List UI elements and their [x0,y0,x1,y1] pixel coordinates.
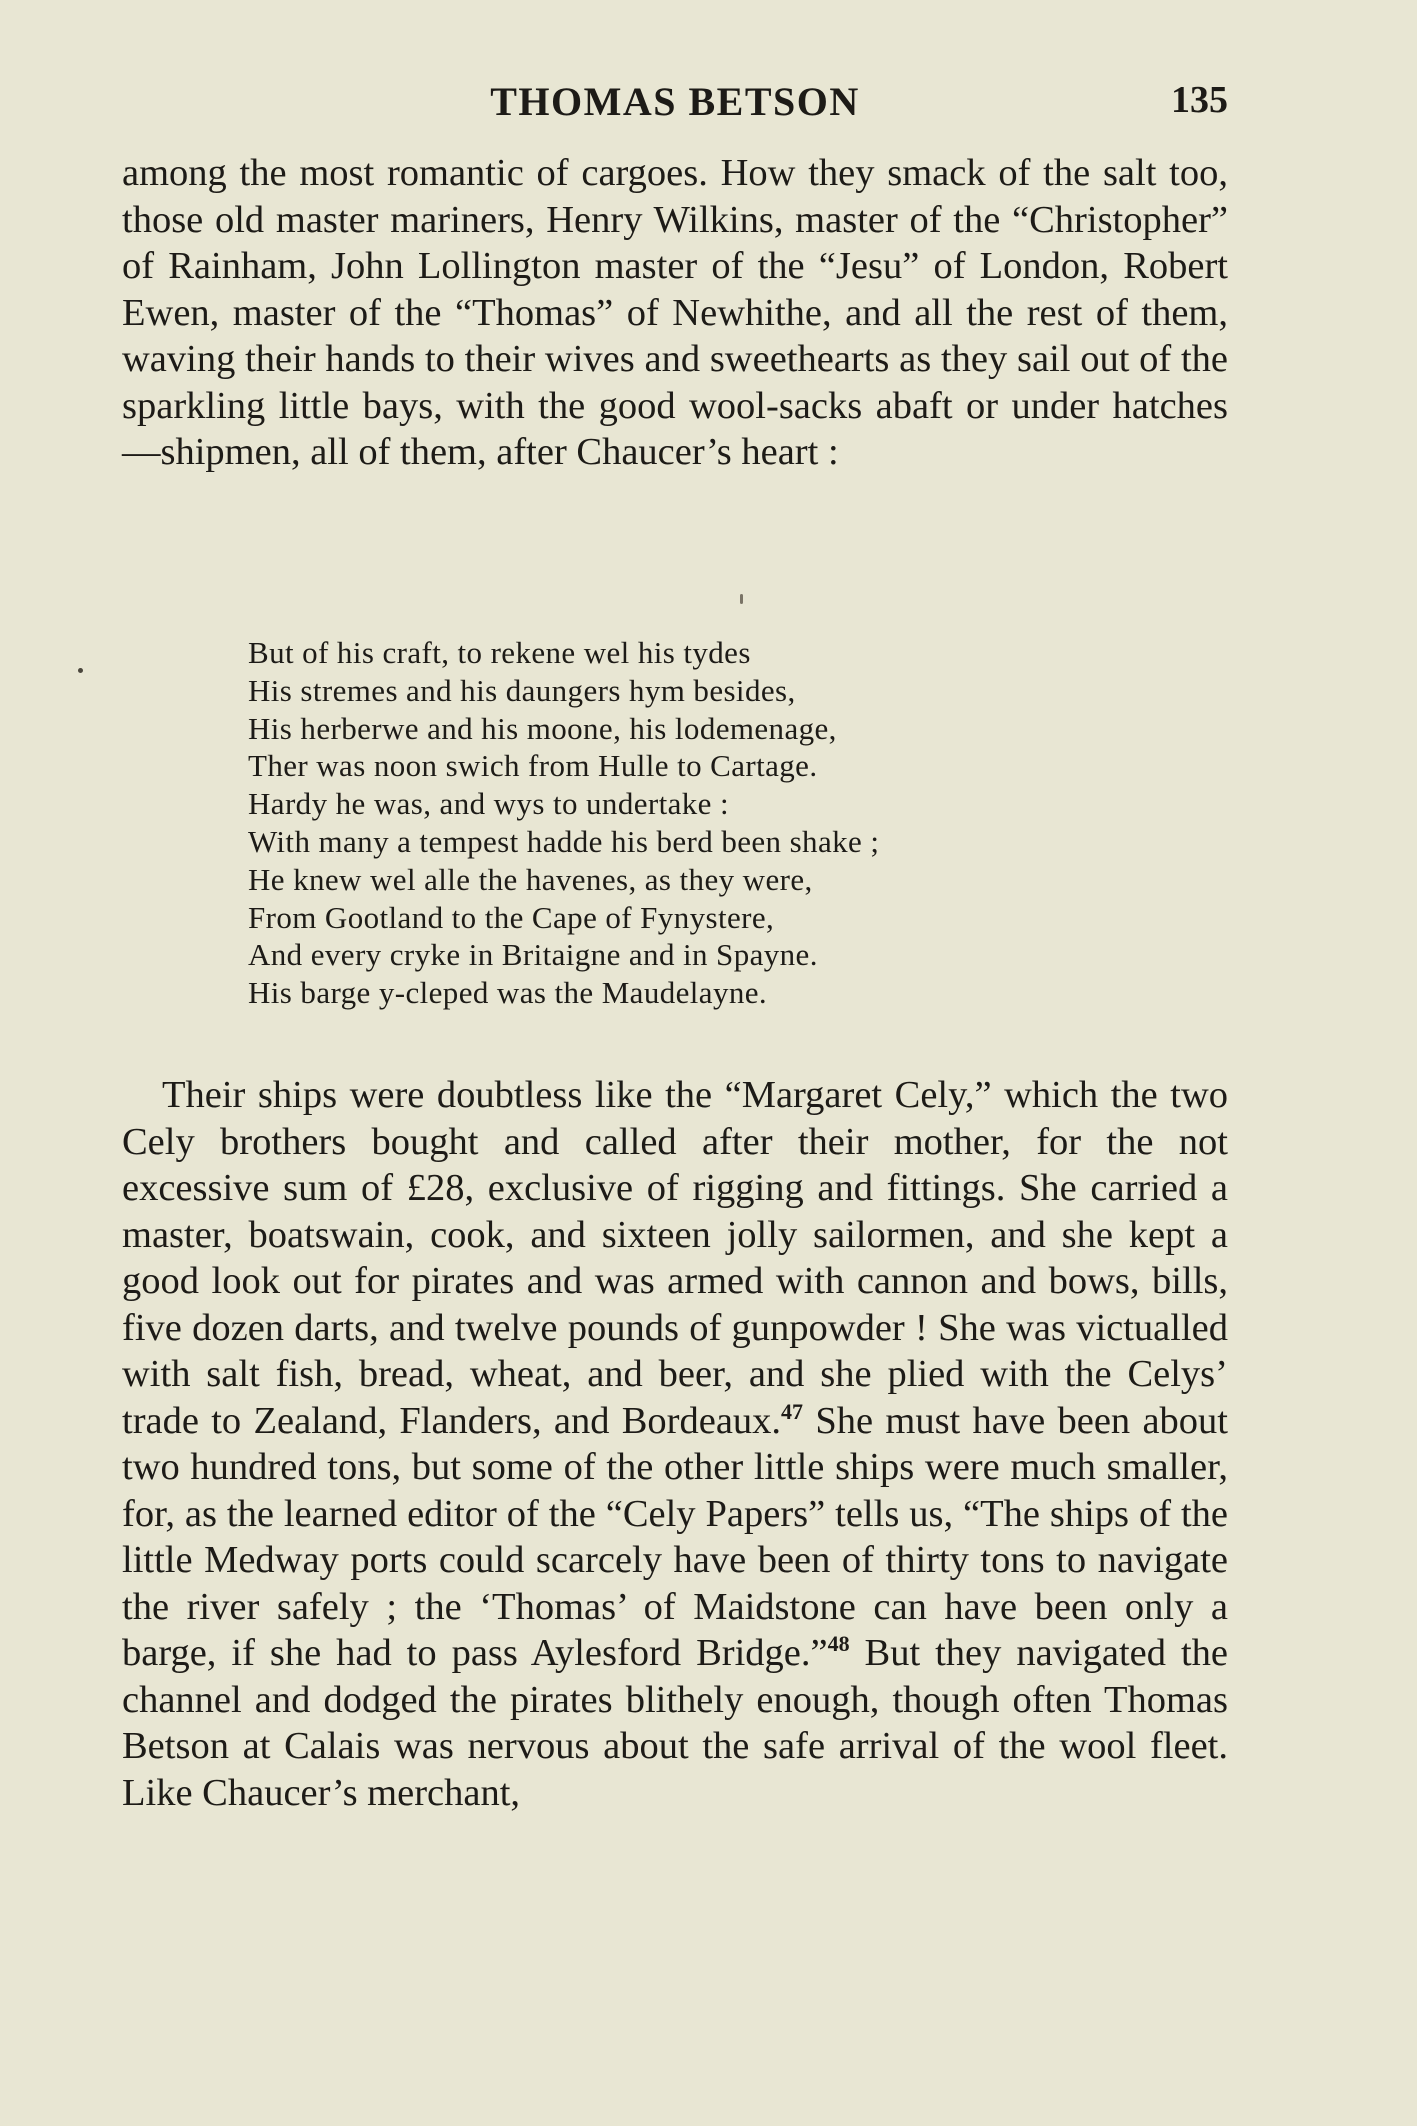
paragraph-2-text: But they navigated the channel and dodged the pirates blithely enough, though often Thomas Betson at Calais was nervous about the safe arrival of the wool fleet. Like Chaucer’s merchant, [122,1632,1228,1814]
paragraph-2-text: She must have been about two hundred tons, but some of the other little ships were much smaller, for, as the learned editor of the “Cely Papers” tells us, “The ships of the little Medway ports could scarcely have been of thirty tons to navigate the river safely ; the ‘Thomas’ of Maidstone can have been only a barge, if she had to pass Aylesford Bridge.” [122,1399,1228,1674]
verse-line: His stremes and his daungers hym besides, [248,672,796,708]
verse-line: His herberwe and his moone, his lodemenage, [248,710,837,746]
paragraph-1: among the most romantic of cargoes. How they smack of the salt too, those old master mariners, Henry Wilkins, master of the “Christopher” of Rainham, John Lollington master of the “Jesu” of London, Robert Ewen, master of the “Thomas” of Newhithe, and all the rest of them, waving their hands to their wives and sweethearts as they sail out of the sparkling little bays, with the good wool-sacks abaft or under hatches—shipmen, all of them, after Chaucer’s heart : [122,152,1228,473]
footnote-ref-48[interactable]: 48 [827,1631,850,1657]
verse-quotation [248,634,1208,1012]
verse-line: Ther was noon swich from Hulle to Cartage. [248,748,818,784]
paragraph-2-text: Their ships were doubtless like the “Margaret Cely,” which the two Cely brothers bought and called after their mother, for the not excessive sum of £28, exclusive of rigging and fittings. She carried a master, boatswain, cook, and sixteen jolly sailormen, and she kept a good look out for pirates and was armed with cannon and bows, bills, five dozen darts, and twelve pounds of gunpowder ! She was victualled with salt fish, bread, wheat, and beer, and she plied with the Celys’ trade to Zealand, Flanders, and Bordeaux. [122,1074,1228,1442]
verse-line: His barge y-cleped was the Maudelayne. [248,975,768,1011]
ink-speck [740,594,743,604]
verse-line: And every cryke in Britaigne and in Spayne. [248,937,818,973]
verse-line: He knew wel alle the havenes, as they were, [248,861,813,897]
footnote-ref-47[interactable]: 47 [781,1398,804,1424]
verse-line: Hardy he was, and wys to undertake : [248,786,729,822]
paragraph-2 [122,1072,1228,1816]
page-header [122,72,1228,132]
page-number: 135 [1171,79,1228,121]
running-title: THOMAS BETSON [490,79,860,124]
ink-speck [78,668,83,673]
verse-line: But of his craft, to rekene wel his tydes [248,635,751,670]
verse-line: From Gootland to the Cape of Fynystere, [248,899,775,935]
verse-line: With many a tempest hadde his berd been shake ; [248,823,880,859]
